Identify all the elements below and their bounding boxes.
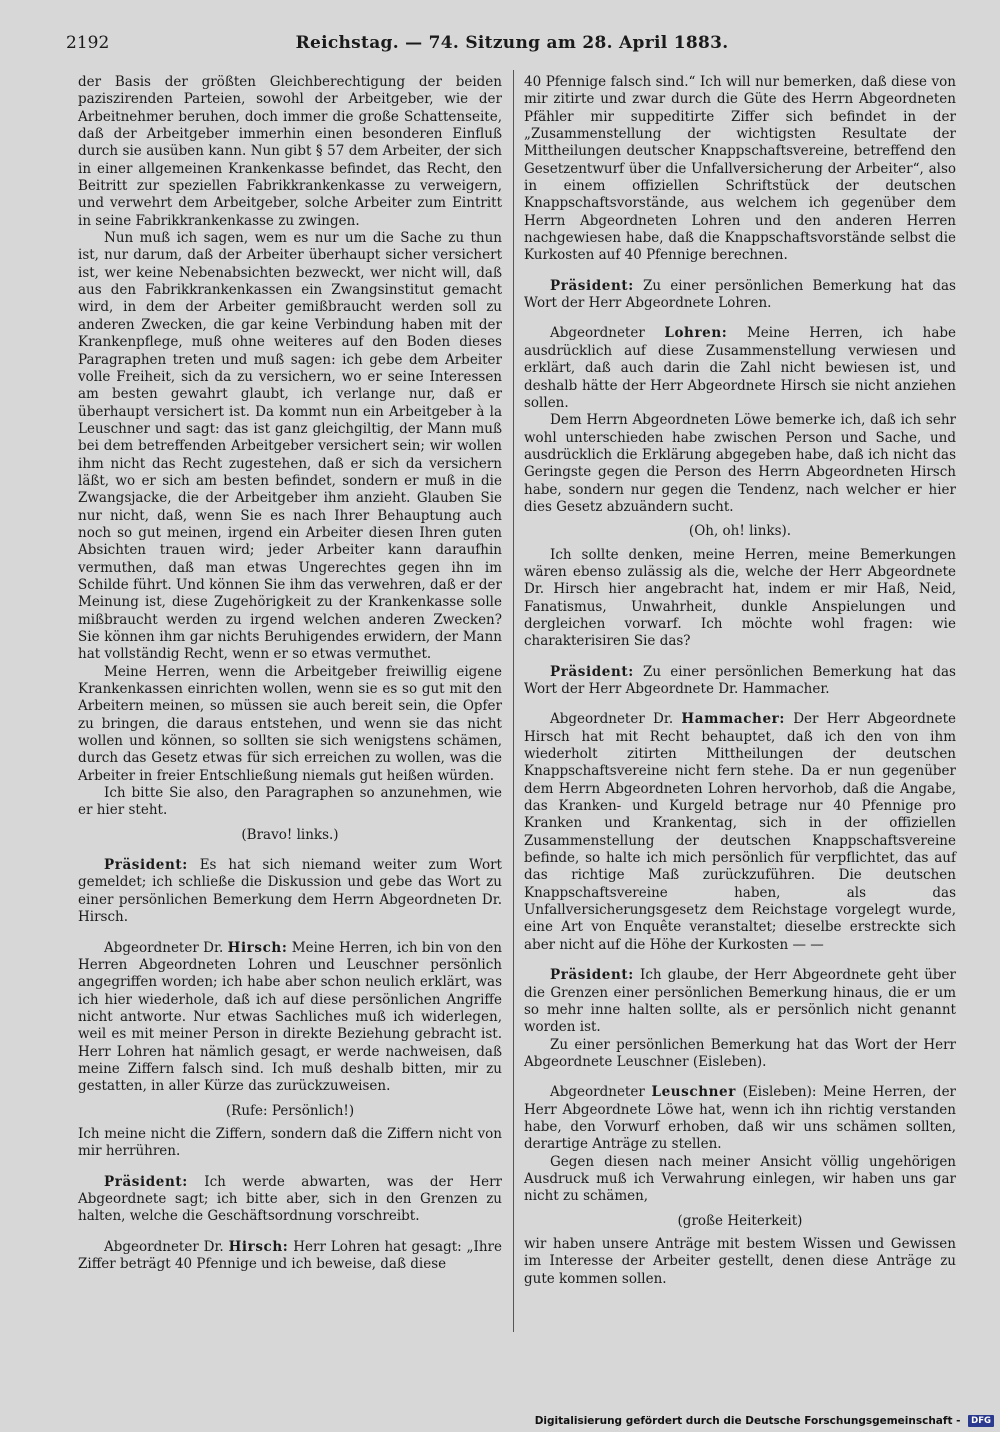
paragraph: Ich bitte Sie also, den Paragraphen so anzunehmen, wie er hier steht. (78, 785, 502, 819)
paragraph: Zu einer persönlichen Bemerkung hat das Wort der Herr Abgeordnete Leuschner (Eisleben). (524, 1036, 956, 1070)
speech-paragraph (524, 711, 956, 954)
speech-paragraph (78, 940, 502, 1096)
paragraph: Ich meine nicht die Ziffern, sondern daß die Ziffern nicht von mir herrühren. (78, 1125, 502, 1160)
speaker-name: Hirsch: (228, 1238, 289, 1255)
speech-text: Zu einer persönlichen Bemerkung hat das Wort der Herr Abgeordnete Lohren. (524, 277, 956, 312)
paragraph: wir haben unsere Anträge mit bestem Wissen und Gewissen im Interesse der Arbeiter gestellt, denen diese Anträge zu gute kommen sollen. (524, 1235, 956, 1287)
speech-text: Der Herr Abgeordnete Hirsch hat mit Recht behauptet, daß ich den von ihm wiederholt zitirten Mittheilungen der deutschen Knappschaftsvereine nicht fern stehe. Da er nun gegenüber dem Herrn Abgeordneten Lohren hervorhob, daß die Angabe, das Kranken- und Kurgeld betrage nur 40 Pfennige pro Kranken und Krankentag, sich in der offiziellen Zusammenstellung der deutschen Knappschaftsvereine befinde, so halte ich mich persönlich für verpflichtet, das auf das richtige Maß zurückzuführen. Die deutschen Knappschaftsvereine haben, als das Unfallversicherungsgesetz dem Reichstage vorgelegt wurde, eine Art von Enquête veranstaltet; dieselbe erstreckte sich aber nicht auf die Höhe der Kurkosten — — (524, 711, 956, 953)
speech-paragraph (78, 1239, 502, 1274)
speech-text: Herr Lohren hat gesagt: „Ihre Ziffer beträgt 40 Pfennige und ich beweise, daß diese (78, 1238, 502, 1272)
speech-paragraph (524, 325, 956, 412)
paragraph: der Basis der größten Gleichberechtigung der beiden paziszirenden Parteien, sowohl der Arbeitgeber, wie der Arbeitnehmer beruhen, doch immer die große Schattenseite, daß der Arbeitgeber immerhin einen besonderen Einfluß durch sie ausüben kann. Nun gibt § 57 dem Arbeiter, der sich in einer allgemeinen Krankenkasse befindet, das Recht, den Beitritt zur speziellen Fabrikkrankenkasse zu verweigern, und verwehrt dem Arbeitgeber, solche Arbeiter zum Eintritt in seine Fabrikkrankenkasse zu zwingen. (78, 74, 502, 229)
speech-text: Ich werde abwarten, was der Herr Abgeordnete sagt; ich bitte aber, sich in den Grenzen zu halten, welche die Geschäftsordnung vorschreibt. (78, 1173, 502, 1225)
speech-text: Meine Herren, ich bin von den Herren Abgeordneten Lohren und Leuschner persönlich angegriffen worden; ich habe aber schon neulich erklärt, was ich hier wiederhole, daß ich auf diese persönlichen Angriffe nicht antworte. Nur etwas Sachliches muß ich widerlegen, weil es mit meiner Person in direkte Beziehung gebracht ist. Herr Lohren hat nämlich gesagt, er werde nachweisen, daß meine Ziffern falsch sind. Ich muß deshalb bitten, mir zu gestatten, in aller Kürze das zurückzuweisen. (78, 939, 502, 1095)
interjection: (Rufe: Persönlich!) (225, 1102, 355, 1119)
speaker-title: Abgeordneter Dr. (104, 1238, 224, 1255)
speech-text: (Eisleben): Meine Herren, der Herr Abgeordnete Löwe hat, wenn ich ihn richtig verstanden habe, den Vorwurf erhoben, daß wir uns schämen sollten, derartige Anträge zu stellen. (524, 1084, 957, 1153)
speech-paragraph (524, 967, 956, 1036)
digitization-credit (535, 1412, 994, 1430)
paragraph: Meine Herren, wenn die Arbeitgeber freiwillig eigene Krankenkassen einrichten wollen, wenn sie es so gut mit den Arbeitern meinen, so müssen sie auch bereit sein, die Opfer zu bringen, die daraus entstehen, und wenn sie das nicht wollen und können, so sollten sie sich wenigstens schämen, durch das Gesetz etwas für sich erreichen zu wollen, was die Arbeiter in freier Entschließung niemals gut heißen würden. (78, 663, 502, 784)
left-column (78, 74, 502, 1273)
speech-paragraph (524, 278, 956, 313)
speech-paragraph (524, 664, 956, 699)
speaker-name: Hirsch: (227, 939, 288, 956)
interjection: (Bravo! links.) (241, 826, 339, 843)
speaker-title: Abgeordneter Dr. (550, 711, 674, 728)
speech-text: Es hat sich niemand weiter zum Wort gemeldet; ich schließe die Diskussion und gebe das Wort zu einer persönlichen Bemerkung dem Herrn Abgeordneten Dr. Hirsch. (78, 857, 502, 926)
paragraph: Dem Herrn Abgeordneten Löwe bemerke ich, daß ich sehr wohl unterschieden habe zwischen Person und Sache, und ausdrücklich die Erklärung abgegeben habe, daß ich nicht das Geringste gegen die Person des Herrn Abgeordneten Hirsch habe, sondern nur gegen die Tendenz, nach welcher er hier dies Gesetz abzuändern sucht. (524, 412, 956, 515)
speaker-name: Leuschner (651, 1084, 736, 1101)
speaker-name: Präsident: (550, 277, 634, 294)
speaker-title: Abgeordneter (550, 325, 645, 342)
speech-text: Meine Herren, ich habe ausdrücklich auf diese Zusammenstellung verwiesen und erklärt, daß auch darin die Zahl nicht bewiesen ist, und deshalb hätte der Herr Abgeordnete Hirsch sie nicht anziehen sollen. (524, 325, 957, 411)
paragraph: Nun muß ich sagen, wem es nur um die Sache zu thun ist, nur darum, daß der Arbeiter überhaupt sicher versichert ist, wer keine Nebenabsichten bezweckt, wer nicht will, daß aus den Fabrikkrankenkassen ein Zwangsinstitut gemacht wird, in dem der Arbeiter gemißbraucht werden soll zu anderen Zwecken, die gar keine Verbindung haben mit der Krankenpflege, muß ohne weiteres auf den Boden dieses Paragraphen treten und muß sagen: ich gebe dem Arbeiter volle Freiheit, sich da zu versichern, wo er seine Interessen am besten gewahrt glaubt, ich verlange nur, daß er überhaupt versichert ist. Da kommt nun ein Arbeitgeber à la Leuschner und sagt: das ist ganz gleichgiltig, der Mann muß bei dem betreffenden Arbeitgeber versichert sein; wir wollen ihm nicht das Recht zugestehen, daß er sich da versichern läßt, wo er sich am besten befindet, sondern er muß in die Zwangsjacke, die der Arbeitgeber ihm anzieht. Glauben Sie nur nicht, daß, wenn Sie es nach Ihrer Behauptung auch noch so gut meinen, irgend ein Arbeiter diesen Ihren guten Absichten trauen wird; jeder Arbeiter kann daraufhin vermuthen, daß man etwas Ungerechtes gegen ihn im Schilde führt. Und können Sie ihm das verwehren, daß er der Meinung ist, diese Zugehörigkeit zu der Krankenkasse solle mißbraucht werden zu irgend welchen anderen Zwecken? Sie können ihm gar nichts Beruhigendes erwidern, der Mann hat vollständig Recht, wenn er so etwas vermuthet. (78, 230, 502, 663)
speech-text: Zu einer persönlichen Bemerkung hat das Wort der Herr Abgeordnete Dr. Hammacher. (524, 663, 956, 697)
dfg-logo-icon: DFG (968, 1415, 994, 1427)
speaker-name: Lohren: (664, 325, 728, 342)
speaker-title: Abgeordneter (550, 1084, 645, 1101)
paragraph: Ich sollte denken, meine Herren, meine Bemerkungen wären ebenso zulässig als die, welche der Herr Abgeordnete Dr. Hirsch hier angebracht hat, indem er mir Haß, Neid, Fanatismus, Unwahrheit, dunkle Anspielungen und dergleichen vorwarf. Ich möchte wohl fragen: wie charakterisiren Sie das? (524, 546, 956, 650)
speaker-name: Präsident: (104, 857, 188, 874)
running-title: Reichstag. — 74. Sitzung am 28. April 1883. (295, 33, 729, 53)
speech-paragraph (78, 857, 502, 926)
speaker-name: Präsident: (104, 1173, 188, 1190)
speaker-name: Hammacher: (681, 711, 785, 728)
interjection: (große Heiterkeit) (677, 1212, 803, 1229)
speaker-title: Abgeordneter Dr. (104, 939, 224, 956)
column-divider (513, 70, 514, 1332)
interjection: (Oh, oh! links). (688, 523, 792, 540)
paragraph: Gegen diesen nach meiner Ansicht völlig ungehörigen Ausdruck muß ich Verwahrung einlegen, wir haben uns gar nicht zu schämen, (524, 1153, 956, 1205)
speech-text: Ich glaube, der Herr Abgeordnete geht über die Grenzen einer persönlichen Bemerkung hinaus, die er um so mehr inne halten sollte, als er persönlich nicht genannt worden ist. (524, 967, 957, 1036)
page-number: 2192 (66, 33, 110, 53)
speech-paragraph (524, 1084, 956, 1153)
paragraph: 40 Pfennige falsch sind.“ Ich will nur bemerken, daß diese von mir zitirte und zwar durch die Güte des Herrn Abgeordneten Pfähler mir suppeditirte Ziffer sich befindet in der „Zusammenstellung der wichtigsten Resultate der Mittheilungen deutscher Knappschaftsvereine, betreffend den Gesetzentwurf über die Unfallversicherung der Arbeiter“, also in einem offiziellen Schriftstück der deutschen Knappschaftsvorstände, aus welchem ich gegenüber dem Herrn Abgeordneten Lohren und den anderen Herren nachgewiesen habe, daß die Knappschaftsvorstände selbst die Kurkosten auf 40 Pfennige berechnen. (524, 74, 956, 264)
speaker-name: Präsident: (550, 967, 634, 984)
speech-paragraph (78, 1174, 502, 1226)
right-column (524, 74, 956, 1288)
speaker-name: Präsident: (550, 663, 634, 680)
credit-text: Digitalisierung gefördert durch die Deutsche Forschungsgemeinschaft - (534, 1415, 961, 1427)
page-header (66, 32, 958, 54)
